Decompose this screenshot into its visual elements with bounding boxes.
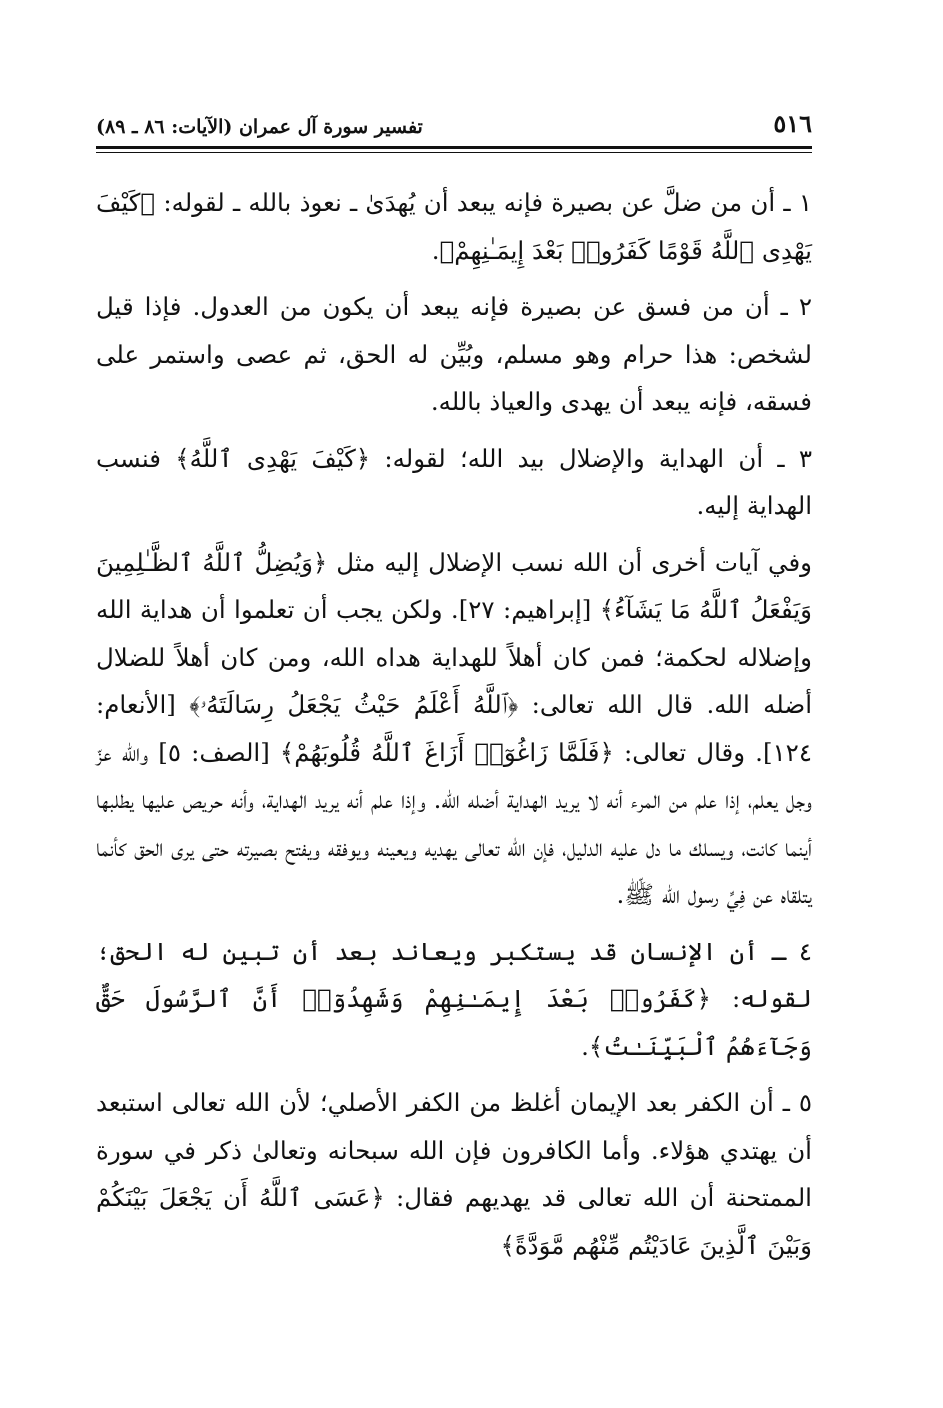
paragraph-6: ٥ ـ أن الكفر بعد الإيمان أغلظ من الكفر الأصلي؛ لأن الله تعالى استبعد أن يهتدي هؤلاء. وأما الكافرون فإن الله سبحانه وتعالىٰ ذكر في سورة الممتحنة أن الله تعالى قد يهديهم فقال: ﴿عَسَى ٱللَّهُ أَن يَجْعَلَ بَيْنَكُمْ وَبَيْنَ ٱلَّذِينَ عَادَيْتُم مِّنْهُم مَّوَدَّةً﴾ [96,1088,813,1260]
page-number: ٥١٦ [773,109,812,138]
page-body [96,179,812,1269]
running-title: تفسير سورة آل عمران (الآيات: ٨٦ ـ ٨٩) [96,116,423,138]
paragraph-2: ٢ ـ أن من فسق عن بصيرة فإنه يبعد أن يكون من العدول. فإذا قيل لشخص: هذا حرام وهو مسلم، وبُيِّن له الحق، ثم عصى واستمر على فسقه، فإنه يبعد أن يهدى والعياذ بالله. [96,292,812,416]
book-page [96,108,812,1338]
header-rule [96,146,812,153]
paragraph-3: ٣ ـ أن الهداية والإضلال بيد الله؛ لقوله: ﴿كَيْفَ يَهْدِى ٱللَّهُ﴾ فنسب الهداية إليه. [96,443,812,520]
paragraph-4: وفي آيات أخرى أن الله نسب الإضلال إليه مثل ﴿وَيُضِلُّ ٱللَّهُ ٱلظَّـٰلِمِينَ وَيَفْعَلُ ٱللَّهُ مَا يَشَآءُ﴾ [إبراهيم: ٢٧]. ولكن يجب أن تعلموا أن هداية الله وإضلاله لحكمة؛ فمن كان أهلاً للهداية هداه الله، ومن كان أهلاً للضلال أضله الله. قال الله تعالى: ﴿ٱللَّهُ أَعْلَمُ حَيْثُ يَجْعَلُ رِسَالَتَهُۥ﴾ [الأنعام: ١٢٤]. وقال تعالى: ﴿فَلَمَّا زَاغُوٓا۟ أَزَاغَ ٱللَّهُ قُلُوبَهُمْ﴾ [الصف: ٥] والله عزّ وجل يعلم، إذا علم من المرء أنه لا يريد الهداية أضله الله. وإذا علم أنه يريد الهداية، وأنه حريص عليها يطلبها أينما كانت، ويسلك ما دل عليه الدليل، فإن الله تعالى يهديه ويعينه ويوفقه ويفتح بصيرته حتى يرى الحق كأنما يتلقاه عن فِيِّ رسول الله ﷺ. [96,547,812,909]
paragraph-1: ١ ـ أن من ضلَّ عن بصيرة فإنه يبعد أن يُهدَىٰ ـ نعوذ بالله ـ لقوله: ﴿كَيْفَ يَهْدِى ٱللَّهُ قَوْمًا كَفَرُوا۟ بَعْدَ إِيمَـٰنِهِمْ﴾. [96,188,812,265]
page-header [96,108,812,138]
paragraph-5: ٤ ـ أن الإنسان قد يستكبر ويعاند بعد أن تبين له الحق؛ لقوله: ﴿كَفَرُوا۟ بَعْدَ إِيمَـٰنِهِمْ وَشَهِدُوٓا۟ أَنَّ ٱلرَّسُولَ حَقٌّ وَجَآءَهُمُ ٱلْبَيِّنَـٰتُ﴾. [96,936,812,1061]
